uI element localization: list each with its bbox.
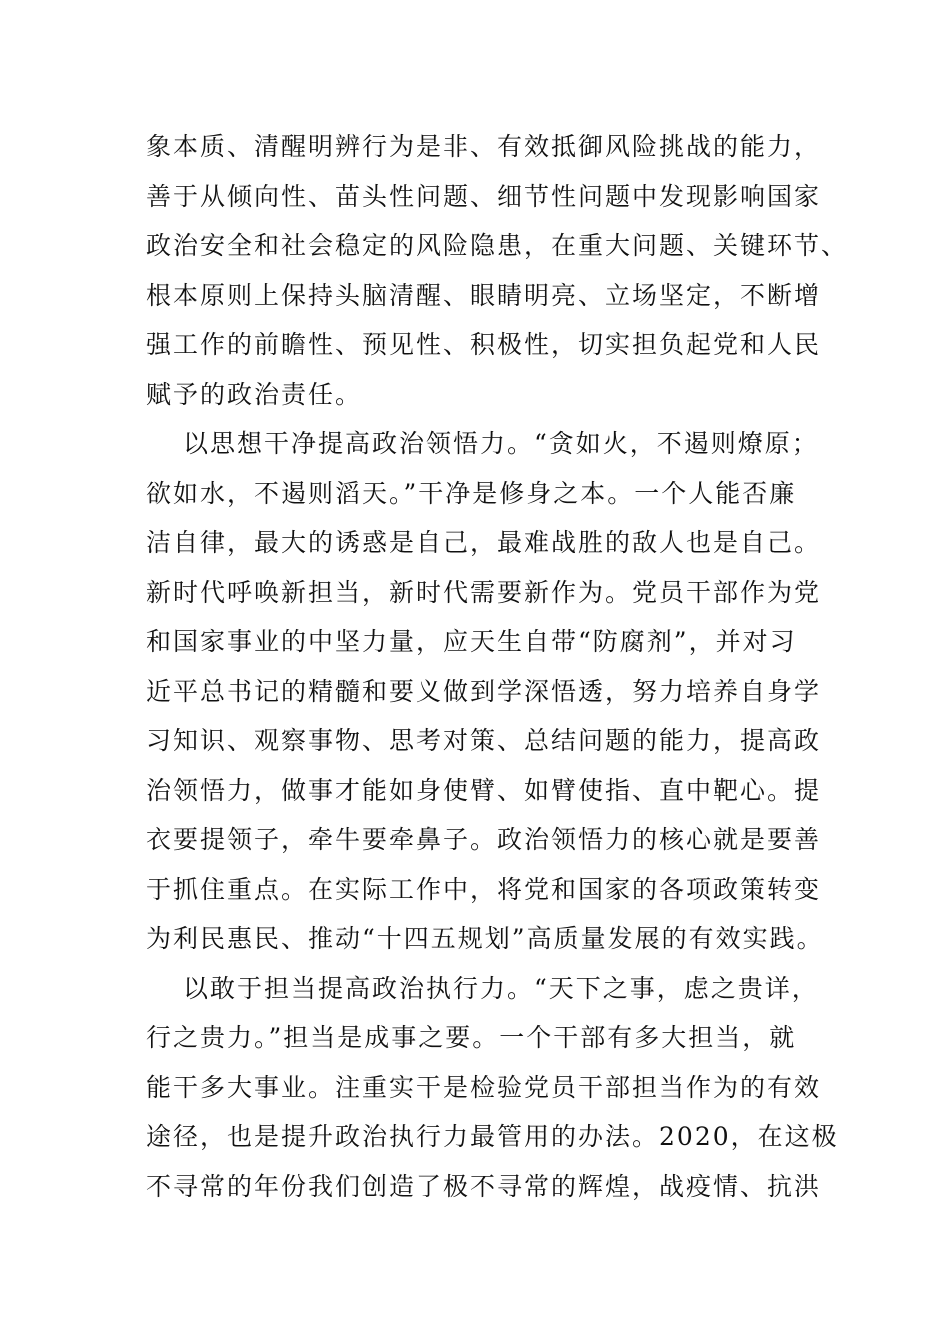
text-line: 治领悟力，做事才能如身使臂、如臂使指、直中靶心。提 — [146, 775, 822, 805]
text-line: 赋予的政治责任。 — [146, 379, 363, 409]
body-text — [146, 122, 849, 1211]
paragraph-heading-line: 以思想干净提高政治领悟力。“贪如火，不遏则燎原； — [183, 429, 819, 458]
text-line: 善于从倾向性、苗头性问题、细节性问题中发现影响国家 — [146, 181, 822, 211]
text-line: 为利民惠民、推动“十四五规划”高质量发展的有效实践。 — [146, 924, 824, 953]
text-line: 象本质、清醒明辨行为是非、有效抵御风险挑战的能力， — [146, 132, 822, 161]
text-line: 政治安全和社会稳定的风险隐患，在重大问题、关键环节、 — [146, 231, 849, 260]
text-line: 行之贵力。”担当是成事之要。一个干部有多大担当，就 — [146, 1023, 797, 1052]
text-line: 洁自律，最大的诱惑是自己，最难战胜的敌人也是自己。 — [146, 528, 822, 557]
text-line: 新时代呼唤新担当，新时代需要新作为。党员干部作为党 — [146, 577, 822, 607]
text-line: 于抓住重点。在实际工作中，将党和国家的各项政策转变 — [146, 874, 822, 904]
text-line: 根本原则上保持头脑清醒、眼睛明亮、立场坚定，不断增 — [146, 280, 822, 310]
text-line: 欲如水，不遏则滔天。”干净是修身之本。一个人能否廉 — [146, 478, 797, 508]
text-line: 途径，也是提升政治执行力最管用的办法。2020，在这极 — [146, 1122, 839, 1151]
text-line: 强工作的前瞻性、预见性、积极性，切实担负起党和人民 — [146, 330, 822, 359]
text-line: 不寻常的年份我们创造了极不寻常的辉煌，战疫情、抗洪 — [146, 1171, 822, 1201]
text-line: 和国家事业的中坚力量，应天生自带“防腐剂”，并对习 — [146, 627, 797, 656]
text-line: 衣要提领子，牵牛要牵鼻子。政治领悟力的核心就是要善 — [146, 825, 822, 854]
text-line: 近平总书记的精髓和要义做到学深悟透，努力培养自身学 — [146, 676, 822, 706]
text-line: 能干多大事业。注重实干是检验党员干部担当作为的有效 — [146, 1072, 822, 1102]
text-line: 习知识、观察事物、思考对策、总结问题的能力，提高政 — [146, 726, 822, 755]
paragraph-heading-line: 以敢于担当提高政治执行力。“天下之事，虑之贵详， — [183, 973, 819, 1003]
